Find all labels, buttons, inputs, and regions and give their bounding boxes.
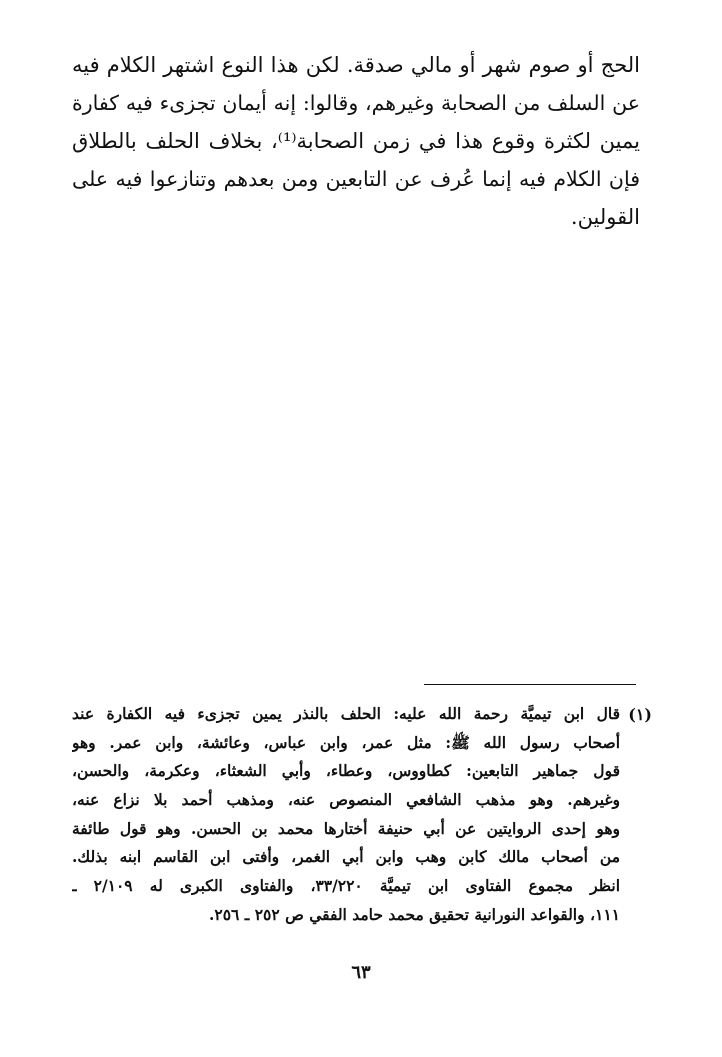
main-text-line: يمين لكثرة وقوع هذا في زمن الصحابة⁽¹⁾، بخلاف الحلف بالطلاق [72, 129, 640, 153]
main-text-line: الحج أو صوم شهر أو مالي صدقة. لكن هذا النوع اشتهر الكلام فيه [72, 53, 640, 77]
footnote-line: قال ابن تيميَّة رحمة الله عليه: الحلف بالنذر يمين تجزىء فيه الكفارة عند [72, 704, 620, 723]
footnote-line: انظر مجموع الفتاوى ابن تيميَّة ٣٣/٢٢٠، والفتاوى الكبرى له ٢/١٠٩ ـ [72, 876, 620, 896]
footnote-block [72, 700, 652, 930]
footnote-marker: (١) [628, 705, 652, 724]
footnote-line: ١١١، والقواعد النورانية تحقيق محمد حامد الفقي ص ٢٥٢ ـ ٢٥٦. [208, 904, 620, 924]
footnote-line: قول جماهير التابعين: كطاووس، وعطاء، وأبي الشعثاء، وعكرمة، والحسن، [72, 761, 620, 781]
footnote-line: من أصحاب مالك كابن وهب وابن أبي الغمر، وأفتى ابن القاسم ابنه بذلك. [72, 847, 620, 867]
main-text-line: عن السلف من الصحابة وغيرهم، وقالوا: إنه أيمان تجزىء فيه كفارة [72, 91, 640, 115]
main-text-block [72, 46, 640, 236]
page-number: ٦٣ [351, 962, 371, 983]
footnote-body [72, 700, 620, 930]
main-text-line: القولين. [570, 205, 640, 229]
footnote-line: وغيرهم. وهو مذهب الشافعي المنصوص عنه، ومذهب أحمد بلا نزاع عنه، [72, 790, 620, 810]
main-text-line: فإن الكلام فيه إنما عُرف عن التابعين ومن بعدهم وتنازعوا فيه على [72, 167, 640, 191]
footnote-line: وهو إحدى الروايتين عن أبي حنيفة أختارها محمد بن الحسن. وهو قول طائفة [72, 818, 620, 838]
footnote-line: أصحاب رسول الله ﷺ: مثل عمر، وابن عباس، وعائشة، وابن عمر. وهو [72, 732, 620, 752]
footnote-separator [424, 684, 636, 685]
